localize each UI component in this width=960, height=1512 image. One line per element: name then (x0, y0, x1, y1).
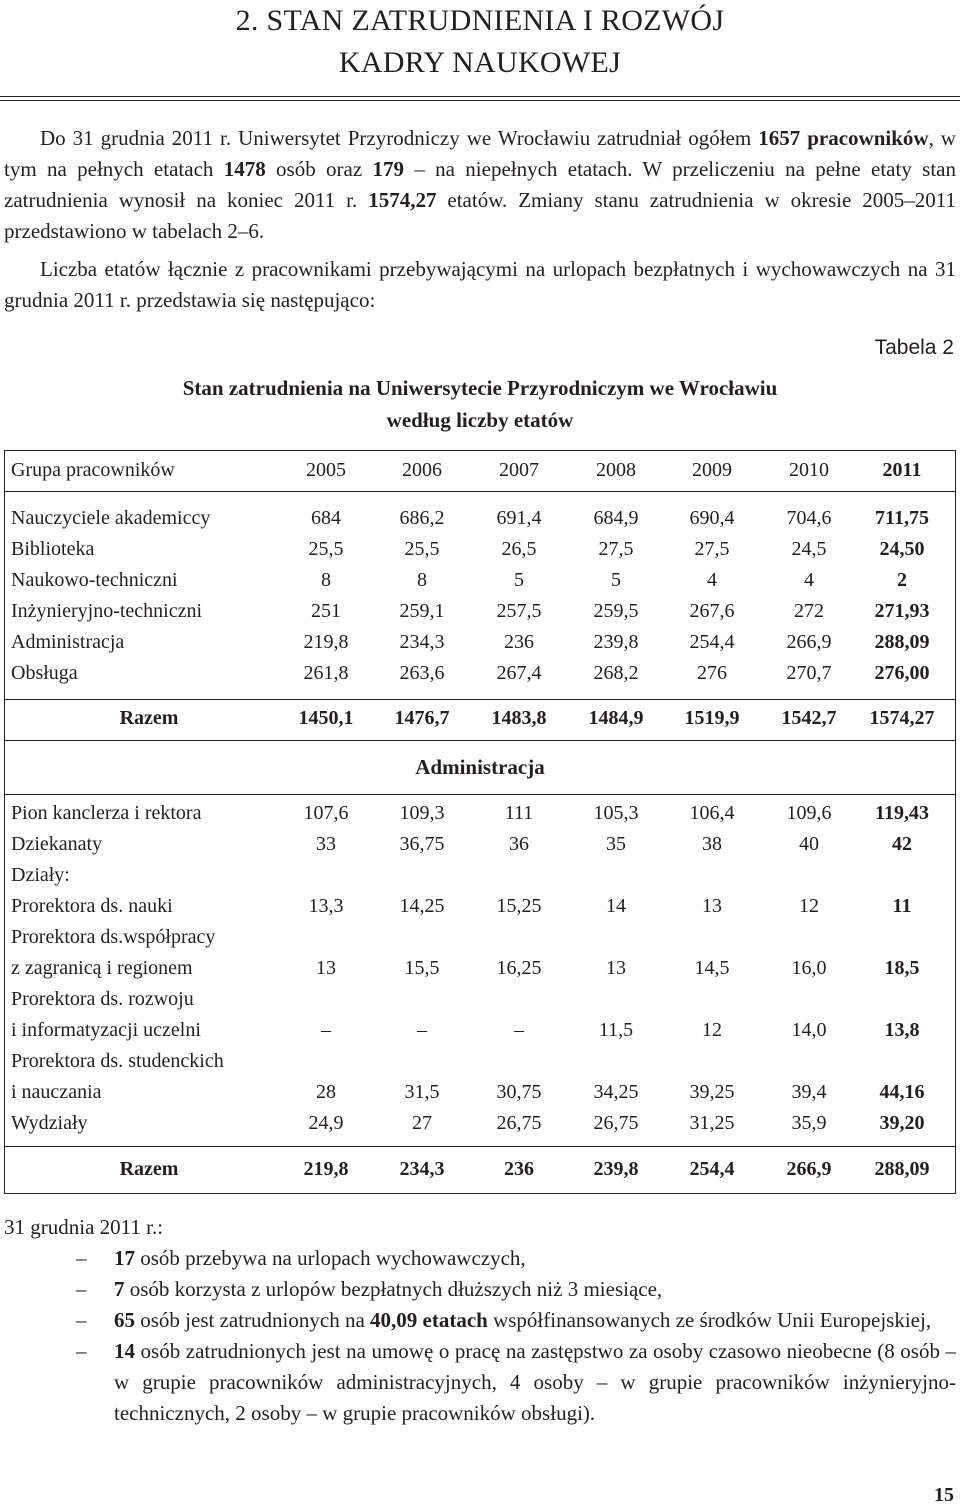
cell-value: 24,50 (879, 538, 925, 560)
row-label: Prorektora ds. nauki (11, 895, 173, 917)
admin-total-value: 254,4 (689, 1158, 735, 1180)
cell-value: 267,6 (689, 600, 735, 622)
cell-value: 24,5 (791, 538, 827, 560)
admin-table-row (4, 1015, 956, 1045)
row-label: Obsługa (11, 662, 78, 684)
cell-value: 711,75 (875, 507, 929, 529)
header-year: 2005 (306, 459, 346, 481)
header-year: 2007 (499, 459, 539, 481)
cell-value: 26,75 (496, 1112, 542, 1134)
header-year: 2009 (692, 459, 732, 481)
cell-value: 257,5 (496, 600, 542, 622)
intro-paragraph-2 (4, 254, 956, 316)
cell-value: 16,25 (496, 957, 542, 979)
cell-value: – (321, 1019, 331, 1041)
cell-value: 106,4 (689, 802, 735, 824)
row-label: Prorektora ds.współpracy (11, 926, 216, 948)
row-label: Nauczyciele akademiccy (11, 507, 211, 529)
cell-value: 704,6 (786, 507, 832, 529)
cell-value: 15,25 (496, 895, 542, 917)
table-title-line1: Stan zatrudnienia na Uniwersytecie Przyrodniczym we Wrocławiu (182, 376, 778, 400)
cell-value: 24,9 (308, 1112, 344, 1134)
admin-table-row (4, 798, 956, 828)
cell-value: 27 (412, 1112, 432, 1134)
chapter-title-line1: 2. STAN ZATRUDNIENIA I ROZWÓJ (235, 4, 725, 37)
row-label: Działy: (11, 864, 70, 886)
table-row (4, 534, 956, 564)
cell-value: 684,9 (593, 507, 639, 529)
cell-value: 267,4 (496, 662, 542, 684)
row-label: Pion kanclerza i rektora (11, 802, 202, 824)
table-row (4, 596, 956, 626)
intro-paragraph-2-text: Liczba etatów łącznie z pracownikami przebywającymi na urlopach bezpłatnych i wychowawczych na 31 grudnia 2011 r. przedstawia się następująco: (4, 257, 956, 312)
row-label: i informatyzacji uczelni (11, 1019, 201, 1041)
row-label: Administracja (11, 631, 125, 653)
cell-value: 38 (702, 833, 722, 855)
cell-value: 42 (892, 833, 912, 855)
cell-value: 119,43 (875, 802, 929, 824)
cell-value: 34,25 (593, 1081, 639, 1103)
cell-value: 686,2 (399, 507, 445, 529)
header-group-label: Grupa pracowników (11, 459, 175, 481)
cell-value: 251 (311, 600, 341, 622)
text-run: osób jest zatrudnionych na (135, 1308, 371, 1332)
cell-value: 261,8 (303, 662, 349, 684)
header-year: 2011 (882, 459, 922, 481)
cell-value: 5 (514, 569, 524, 591)
row-label: Wydziały (11, 1112, 88, 1134)
note-item (4, 1243, 956, 1274)
title-rule-bottom (0, 100, 960, 101)
admin-total-value: 239,8 (593, 1158, 639, 1180)
row-label: Inżynieryjno-techniczni (11, 600, 203, 622)
table-row (4, 658, 956, 688)
total-value: 1542,7 (781, 707, 837, 729)
cell-value: 254,4 (689, 631, 735, 653)
cell-value: 271,93 (874, 600, 930, 622)
cell-value: 4 (804, 569, 814, 591)
row-label: z zagranicą i regionem (11, 957, 193, 979)
admin-total-label: Razem (119, 1158, 179, 1180)
cell-value: 11 (892, 895, 912, 917)
total-value: 1476,7 (394, 707, 450, 729)
row-label: i nauczania (11, 1081, 102, 1103)
text-run: Do 31 grudnia 2011 r. Uniwersytet Przyrodniczy we Wrocławiu zatrudniał ogółem (40, 126, 759, 150)
text-run: współfinansowanych ze środków Unii Europejskiej, (487, 1308, 932, 1332)
cell-value: 39,25 (689, 1081, 735, 1103)
chapter-title-line2: KADRY NAUKOWEJ (338, 46, 622, 79)
cell-value: 28 (316, 1081, 336, 1103)
row-label: Prorektora ds. studenckich (11, 1050, 224, 1072)
cell-value: 26,75 (593, 1112, 639, 1134)
row-label: Dziekanaty (11, 833, 103, 855)
cell-value: 263,6 (399, 662, 445, 684)
total-label: Razem (119, 707, 179, 729)
admin-table-row (4, 1046, 956, 1076)
cell-value: 109,6 (786, 802, 832, 824)
admin-total-value: 266,9 (786, 1158, 832, 1180)
cell-value: 13 (606, 957, 626, 979)
header-year: 2006 (402, 459, 442, 481)
admin-total-value: 288,09 (874, 1158, 930, 1180)
text-run: osób przebywa na urlopach wychowawczych, (135, 1246, 526, 1270)
total-value: 1519,9 (684, 707, 740, 729)
cell-value: 15,5 (404, 957, 440, 979)
cell-value: 111 (504, 802, 534, 824)
cell-value: 288,09 (874, 631, 930, 653)
row-label: Naukowo-techniczni (11, 569, 178, 591)
cell-value: 4 (707, 569, 717, 591)
cell-value: 690,4 (689, 507, 735, 529)
cell-value: 259,5 (593, 600, 639, 622)
note-item (4, 1336, 956, 1429)
bold-text: 40,09 etatach (370, 1308, 488, 1332)
cell-value: 39,20 (879, 1112, 925, 1134)
admin-table-row (4, 829, 956, 859)
cell-value: 12 (702, 1019, 722, 1041)
admin-table-row (4, 891, 956, 921)
cell-value: 11,5 (598, 1019, 634, 1041)
cell-value: 36 (509, 833, 529, 855)
cell-value: 33 (316, 833, 336, 855)
cell-value: 25,5 (404, 538, 440, 560)
title-rule-top (0, 96, 960, 97)
cell-value: 26,5 (501, 538, 537, 560)
intro-paragraph-1 (4, 123, 956, 247)
table-header-row (4, 455, 956, 485)
bold-text: 7 (114, 1277, 125, 1301)
cell-value: 276 (697, 662, 727, 684)
cell-value: 31,25 (689, 1112, 735, 1134)
total-value: 1450,1 (298, 707, 354, 729)
cell-value: 13 (702, 895, 722, 917)
note-item (4, 1274, 956, 1305)
admin-table-row (4, 1077, 956, 1107)
text-run: – na niepełnych etatach. W przeliczeniu na pełne etaty stan zatrudnienia wynosił na koniec 2011 r. (4, 157, 956, 212)
cell-value: 236 (504, 631, 534, 653)
cell-value: 5 (611, 569, 621, 591)
bold-text: 1574,27 (368, 188, 437, 212)
table-title-line2: według liczby etatów (386, 408, 574, 432)
cell-value: 2 (897, 569, 907, 591)
cell-value: 276,00 (874, 662, 930, 684)
cell-value: 109,3 (399, 802, 445, 824)
cell-value: 35,9 (791, 1112, 827, 1134)
cell-value: 259,1 (399, 600, 445, 622)
cell-value: – (417, 1019, 427, 1041)
header-year: 2010 (789, 459, 829, 481)
bold-text: 14 (114, 1339, 135, 1363)
admin-table-row (4, 953, 956, 983)
row-label: Prorektora ds. rozwoju (11, 988, 194, 1010)
cell-value: 18,5 (884, 957, 920, 979)
cell-value: 13 (316, 957, 336, 979)
notes-list (4, 1243, 956, 1429)
cell-value: 31,5 (404, 1081, 440, 1103)
cell-value: 14,5 (694, 957, 730, 979)
text-run: osób oraz (265, 157, 373, 181)
admin-table-row (4, 860, 956, 890)
cell-value: 16,0 (791, 957, 827, 979)
table-label: Tabela 2 (874, 336, 954, 359)
table-row (4, 627, 956, 657)
text-run: , w tym na pełnych etatach (4, 126, 956, 181)
cell-value: 219,8 (303, 631, 349, 653)
cell-value: 691,4 (496, 507, 542, 529)
text-run: osób korzysta z urlopów bezpłatnych dłuższych niż 3 miesiące, (124, 1277, 663, 1301)
cell-value: – (514, 1019, 524, 1041)
cell-value: 239,8 (593, 631, 639, 653)
cell-value: 14 (606, 895, 626, 917)
cell-value: 684 (311, 507, 341, 529)
cell-value: 107,6 (303, 802, 349, 824)
total-value: 1484,9 (588, 707, 644, 729)
admin-total-row (4, 1154, 956, 1184)
cell-value: 234,3 (399, 631, 445, 653)
cell-value: 13,8 (884, 1019, 920, 1041)
page-number: 15 (934, 1484, 954, 1506)
cell-value: 268,2 (593, 662, 639, 684)
admin-table-row (4, 922, 956, 952)
cell-value: 8 (417, 569, 427, 591)
notes-date: 31 grudnia 2011 r.: (4, 1215, 164, 1239)
cell-value: 27,5 (694, 538, 730, 560)
bold-text: 179 (372, 157, 404, 181)
cell-value: 27,5 (598, 538, 634, 560)
bold-text: 17 (114, 1246, 135, 1270)
cell-value: 270,7 (786, 662, 832, 684)
bold-text: 1478 (223, 157, 266, 181)
cell-value: 30,75 (496, 1081, 542, 1103)
table-row (4, 565, 956, 595)
note-item (4, 1305, 956, 1336)
admin-total-value: 234,3 (399, 1158, 445, 1180)
row-label: Biblioteka (11, 538, 95, 560)
cell-value: 12 (799, 895, 819, 917)
table-row (4, 503, 956, 533)
cell-value: 272 (794, 600, 824, 622)
cell-value: 35 (606, 833, 626, 855)
admin-table-row (4, 984, 956, 1014)
bold-text: 65 (114, 1308, 135, 1332)
cell-value: 14,25 (399, 895, 445, 917)
cell-value: 8 (321, 569, 331, 591)
admin-section-heading: Administracja (415, 755, 545, 779)
text-run: osób zatrudnionych jest na umowę o pracę na zastępstwo za osoby czasowo nieobecne (8 osób – w grupie pracowników administracyjnych, 4 osoby – w grupie pracowników inżynieryjno-technicznych, 2 osoby – w grupie pracowników obsługi). (114, 1339, 956, 1425)
admin-table-row (4, 1108, 956, 1138)
cell-value: 39,4 (791, 1081, 827, 1103)
total-value: 1574,27 (869, 707, 935, 729)
total-value: 1483,8 (491, 707, 547, 729)
cell-value: 44,16 (879, 1081, 925, 1103)
cell-value: 40 (799, 833, 819, 855)
cell-value: 14,0 (791, 1019, 827, 1041)
table-total-row (4, 703, 956, 733)
header-year: 2008 (596, 459, 636, 481)
admin-total-value: 236 (504, 1158, 534, 1180)
notes-section (4, 1212, 956, 1429)
admin-total-value: 219,8 (303, 1158, 349, 1180)
cell-value: 13,3 (308, 895, 344, 917)
cell-value: 25,5 (308, 538, 344, 560)
cell-value: 105,3 (593, 802, 639, 824)
cell-value: 266,9 (786, 631, 832, 653)
bold-text: 1657 pracowników (758, 126, 929, 150)
cell-value: 36,75 (399, 833, 445, 855)
text-run: etatów. Zmiany stanu zatrudnienia w okresie 2005–2011 przedstawiono w tabelach 2–6. (4, 188, 957, 243)
